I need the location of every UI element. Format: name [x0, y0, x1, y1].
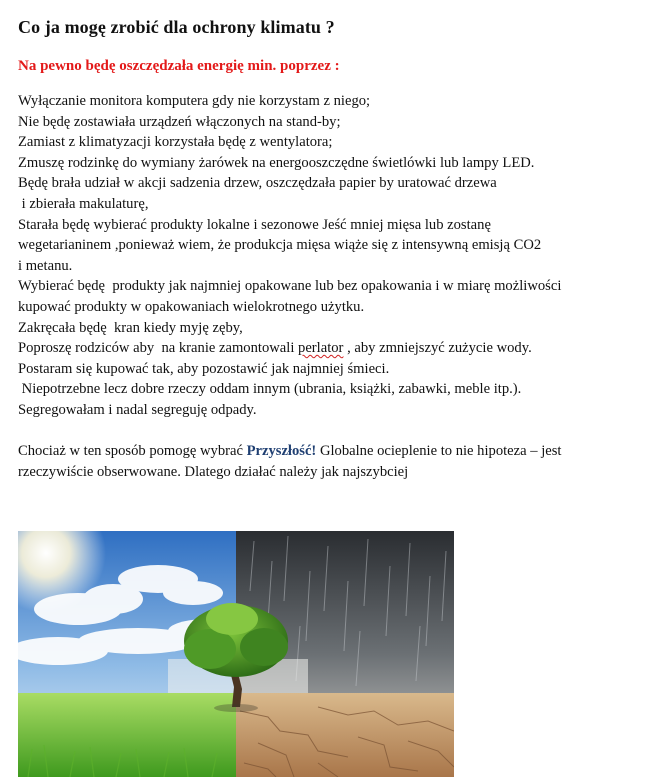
list-item: Niepotrzebne lecz dobre rzeczy oddam innym (ubrania, książki, zabawki, meble itp.). [18, 381, 522, 398]
list-item-text: Poproszę rodziców aby na kranie zamontowali [18, 340, 299, 357]
list-item: Starała będę wybierać produkty lokalne i sezonowe Jeść mniej mięsa lub zostanę [18, 216, 491, 233]
list-item: kupować produkty w opakowaniach wielokrotnego użytku. [18, 298, 365, 315]
list-item-text: , aby zmniejszyć zużycie wody. [343, 340, 532, 357]
list-item: i metanu. [18, 257, 73, 274]
list-item: Postaram się kupować tak, aby pozostawić jak najmniej śmieci. [18, 360, 390, 377]
list-item: Zakręcała będę kran kiedy myję zęby, [18, 319, 243, 336]
list-item: Wyłączanie monitora komputera gdy nie korzystam z niego; [18, 93, 371, 109]
list-item: Nie będę zostawiała urządzeń włączonych na stand-by; [18, 113, 341, 130]
page-title: Co ja mogę zrobić dla ochrony klimatu ? [18, 17, 335, 37]
action-list [18, 91, 633, 421]
list-item: Zmuszę rodzinkę do wymiany żarówek na energooszczędne świetlówki lub lampy LED. [18, 154, 535, 171]
list-item: Segregowałam i nadal segreguję odpady. [18, 401, 257, 418]
list-item: Zamiast z klimatyzacji korzystała będę z wentylatora; [18, 134, 333, 151]
subtitle: Na pewno będę oszczędzała energię min. poprzez : [18, 58, 340, 74]
list-item: i zbierała makulaturę, [18, 195, 149, 212]
list-item: Będę brała udział w akcji sadzenia drzew, oszczędzała papier by uratować drzewa [18, 175, 497, 192]
list-item: Wybierać będę produkty jak najmniej opakowane lub bez opakowania i w miarę możliwości [18, 278, 562, 295]
spellcheck-word[interactable]: perlator [298, 340, 344, 357]
conclusion-paragraph [18, 441, 630, 483]
conclusion-text: Globalne ocieplenie to nie hipoteza – jest rzeczywiście obserwowane. Dlatego działać należy jak najszybciej [18, 443, 562, 480]
conclusion-text: Chociaż w ten sposób pomogę wybrać [18, 443, 247, 459]
list-item [18, 338, 633, 359]
climate-illustration [18, 531, 454, 777]
climate-contrast-image [18, 531, 454, 777]
future-highlight: Przyszłość! [246, 443, 317, 459]
list-item: wegetarianinem ,ponieważ wiem, że produkcja mięsa wiąże się z intensywną emisją CO2 [18, 237, 542, 254]
